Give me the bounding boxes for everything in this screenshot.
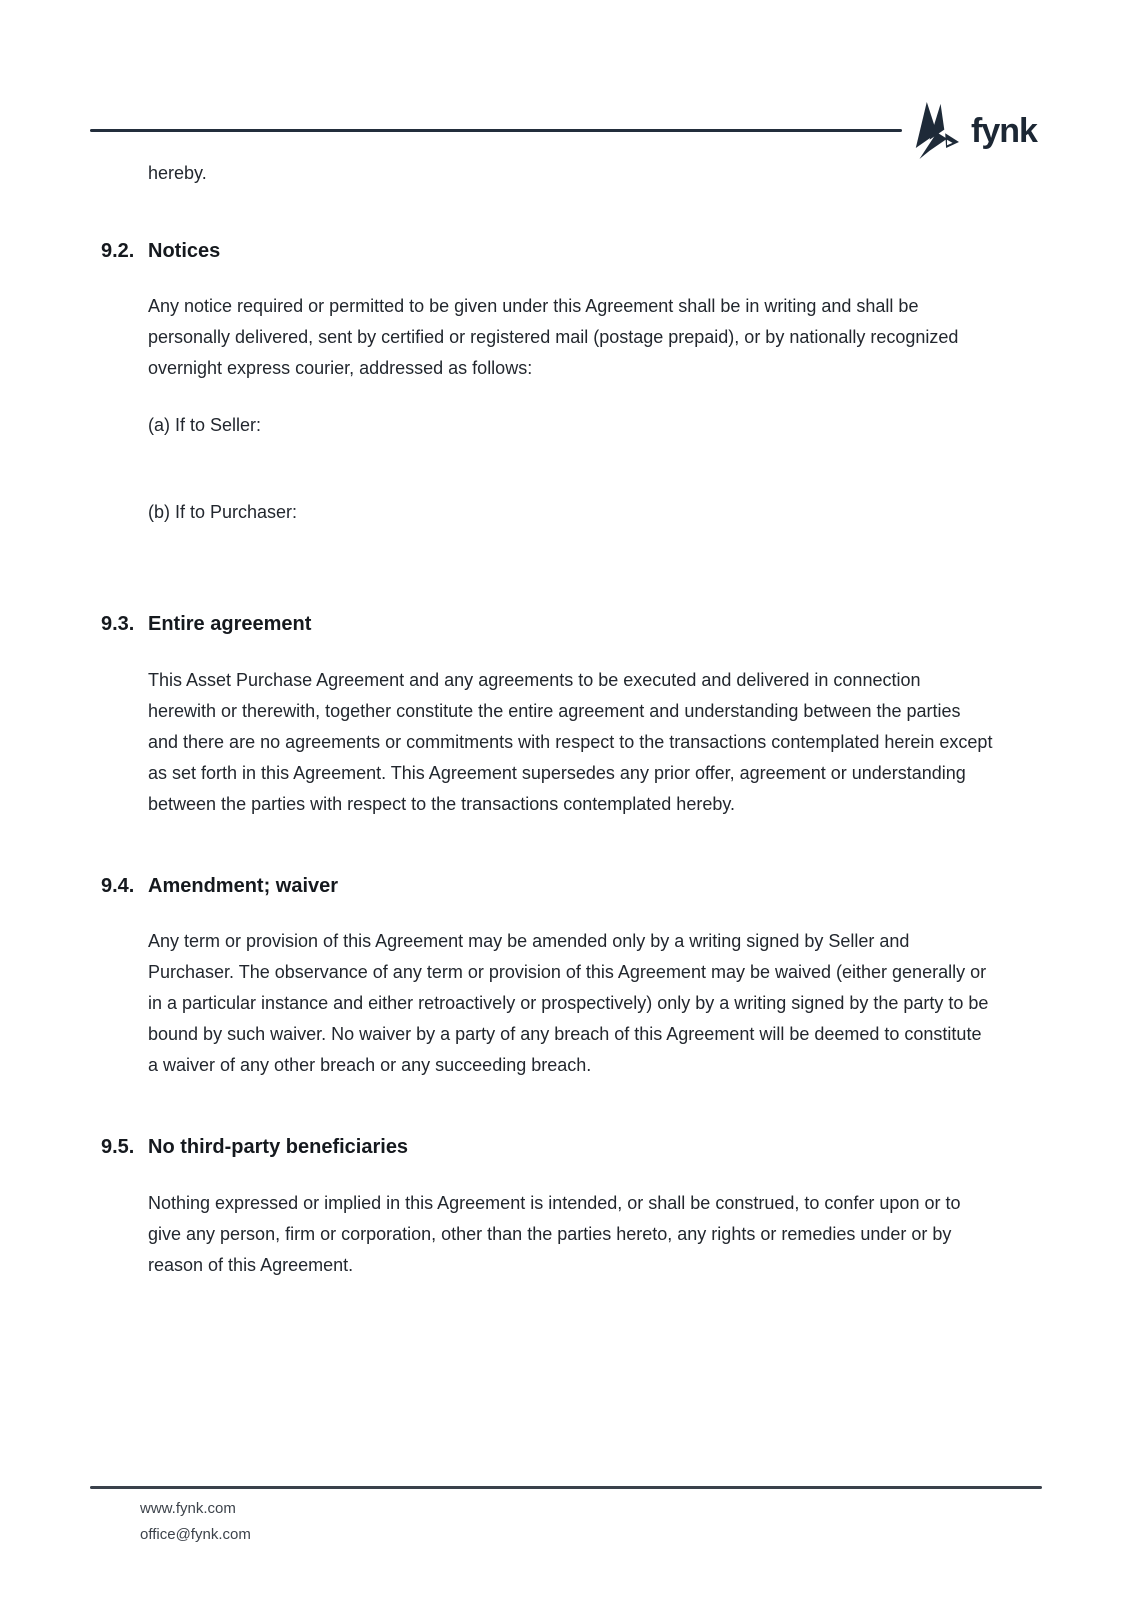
section-heading <box>101 872 1131 900</box>
section-title: Notices <box>148 240 221 262</box>
section-title: No third-party beneficiaries <box>148 1136 409 1158</box>
section-paragraph: Nothing expressed or implied in this Agreement is intended, or shall be construed, to confer upon or to give any person, firm or corporation, other than the parties hereto, any rights or remedies under or by reason of this Agreement. <box>148 1193 961 1275</box>
section-paragraph: Any term or provision of this Agreement may be amended only by a writing signed by Seller and Purchaser. The observance of any term or provision of this Agreement may be waived (either generally or in a particular instance and either retroactively or prospectively) only by a writing signed by the party to be bound by such waiver. No waiver by a party of any breach of this Agreement will be deemed to constitute a waiver of any other breach or any succeeding breach. <box>148 931 989 1075</box>
intro-paragraph-fragment: hereby. <box>148 163 207 183</box>
section-heading <box>101 237 1131 265</box>
section-9-2 <box>0 237 1131 528</box>
section-number: 9.4. <box>101 875 135 897</box>
section-9-4 <box>0 872 1131 1081</box>
section-heading <box>101 1133 1131 1161</box>
subitem-if-to-seller: (a) If to Seller: <box>148 415 262 435</box>
section-title: Entire agreement <box>148 613 312 635</box>
footer-email: office@fynk.com <box>140 1526 251 1543</box>
section-9-3 <box>0 610 1131 820</box>
footer-rule <box>90 1486 1042 1489</box>
section-paragraph: Any notice required or permitted to be given under this Agreement shall be in writing and shall be personally delivered, sent by certified or registered mail (postage prepaid), or by nationally recognized overnight express courier, addressed as follows: <box>148 296 959 378</box>
section-9-5 <box>0 1133 1131 1281</box>
section-number: 9.2. <box>101 240 135 262</box>
section-heading <box>101 610 1131 638</box>
section-number: 9.5. <box>101 1136 135 1158</box>
footer-contact <box>140 1496 251 1548</box>
logo-wordmark: fynk <box>971 112 1037 150</box>
footer-website: www.fynk.com <box>140 1500 236 1517</box>
section-title: Amendment; waiver <box>148 875 339 897</box>
section-number: 9.3. <box>101 613 135 635</box>
section-paragraph: This Asset Purchase Agreement and any agreements to be executed and delivered in connection herewith or therewith, together constitute the entire agreement and understanding between the parties and there are no agreements or commitments with respect to the transactions contemplated herein except as set forth in this Agreement. This Agreement supersedes any prior offer, agreement or understanding between the parties with respect to the transactions contemplated hereby. <box>148 670 993 814</box>
subitem-if-to-purchaser: (b) If to Purchaser: <box>148 502 298 522</box>
